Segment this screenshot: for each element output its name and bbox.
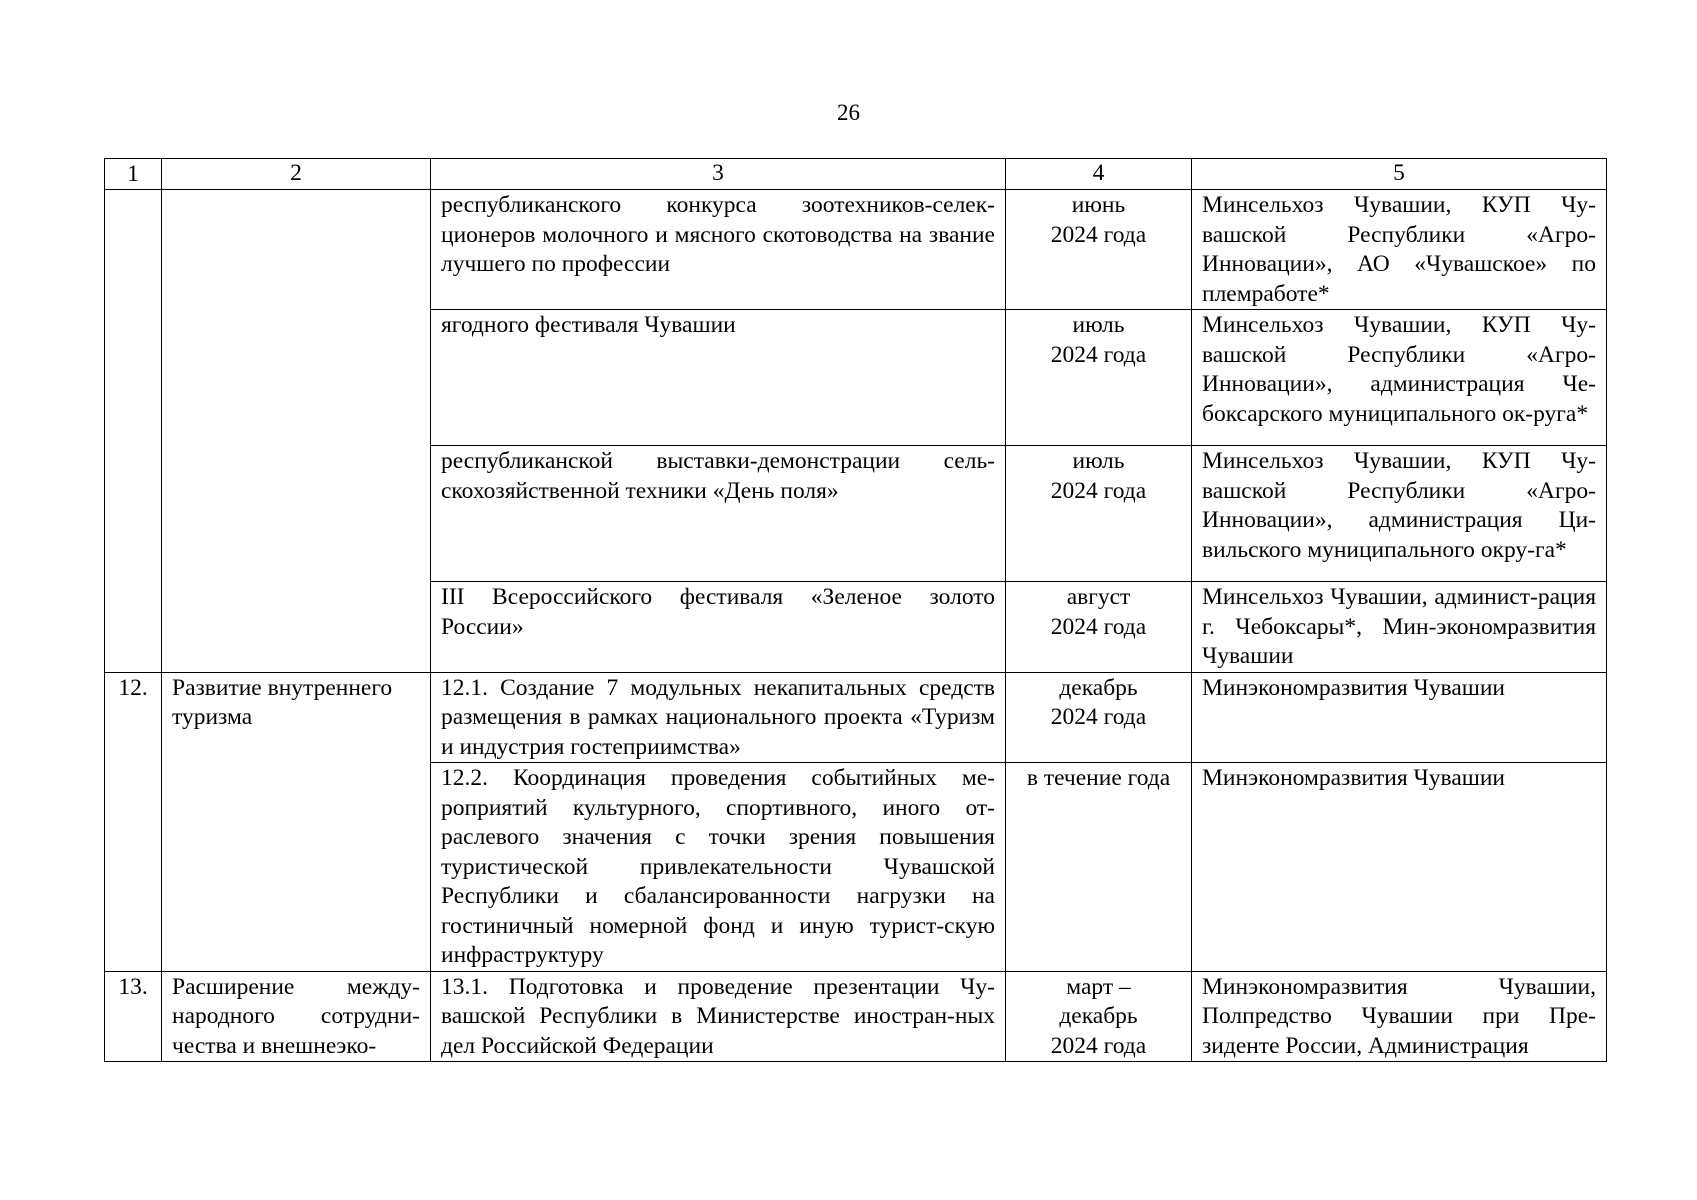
header-col-2: 2 bbox=[162, 159, 431, 190]
date-line: март – bbox=[1066, 973, 1131, 1000]
activity-cell: 12.2. Координация проведения событийных ме-роприятий культурного, спортивного, иного от-раслевого значения с точки зрения повышения туристической привлекательности Чувашской Республики и сбалансированности нагрузки на гостиничный номерной фонд и иную турист-скую инфраструктуру bbox=[431, 763, 1006, 972]
date-line: 2024 года bbox=[1050, 704, 1147, 730]
date-line: 2024 года bbox=[1050, 613, 1147, 640]
date-line: 2024 года bbox=[1050, 341, 1147, 368]
table-row bbox=[105, 672, 1607, 763]
section-number-cell: 12. bbox=[105, 672, 162, 971]
date-line: декабрь bbox=[1059, 674, 1138, 701]
responsible-cell: Минсельхоз Чувашии, КУП Чу-вашской Республики «Агро-Инновации», АО «Чувашское» по племработе* bbox=[1192, 190, 1607, 310]
responsible-cell: Минсельхоз Чувашии, КУП Чу-вашской Республики «Агро-Инновации», администрация Че-боксарского муниципального ок-руга* bbox=[1192, 310, 1607, 446]
table-row bbox=[105, 971, 1607, 1062]
responsible-cell: Минэкономразвития Чувашии, Полпредство Чувашии при Пре-зиденте России, Администрация bbox=[1192, 971, 1607, 1062]
section-title-cell: Расширение между-народного сотрудни-чества и внешнеэко- bbox=[162, 971, 431, 1062]
date-line: август bbox=[1066, 584, 1131, 610]
row-number-cell bbox=[105, 190, 162, 673]
activity-cell: ягодного фестиваля Чувашии bbox=[431, 310, 1006, 446]
date-line: июль bbox=[1072, 448, 1125, 474]
date-cell bbox=[1006, 763, 1192, 972]
date-line: 2024 года bbox=[1050, 1032, 1147, 1059]
date-cell bbox=[1006, 582, 1192, 673]
header-row bbox=[105, 159, 1607, 190]
table-row bbox=[105, 190, 1607, 310]
responsible-cell: Минсельхоз Чувашии, КУП Чу-вашской Республики «Агро-Инновации», администрация Ци-вильского муниципального окру-га* bbox=[1192, 446, 1607, 582]
date-cell bbox=[1006, 971, 1192, 1062]
header-col-5: 5 bbox=[1192, 159, 1607, 190]
date-cell bbox=[1006, 190, 1192, 310]
date-line: 2024 года bbox=[1050, 477, 1147, 504]
plan-table bbox=[104, 158, 1607, 1062]
row-title-cell bbox=[162, 190, 431, 673]
date-line: 2024 года bbox=[1050, 221, 1147, 248]
date-cell bbox=[1006, 672, 1192, 763]
activity-cell: 12.1. Создание 7 модульных некапитальных средств размещения в рамках национального проекта «Туризм и индустрия гостеприимства» bbox=[431, 672, 1006, 763]
activity-cell: республиканской выставки-демонстрации сель-скохозяйственной техники «День поля» bbox=[431, 446, 1006, 582]
responsible-cell: Минэкономразвития Чувашии bbox=[1192, 763, 1607, 972]
date-cell bbox=[1006, 446, 1192, 582]
date-cell bbox=[1006, 310, 1192, 446]
date-line: в течение года bbox=[1026, 765, 1171, 791]
responsible-cell: Минсельхоз Чувашии, админист-рация г. Чебоксары*, Мин-экономразвития Чувашии bbox=[1192, 582, 1607, 673]
activity-cell: III Всероссийского фестиваля «Зеленое золото России» bbox=[431, 582, 1006, 673]
date-line: декабрь bbox=[1059, 1003, 1138, 1029]
section-title-cell: Развитие внутреннего туризма bbox=[162, 672, 431, 971]
header-col-1: 1 bbox=[105, 159, 162, 190]
date-line: июль bbox=[1072, 312, 1125, 338]
activity-cell: 13.1. Подготовка и проведение презентации Чу-вашской Республики в Министерстве иностран-ных дел Российской Федерации bbox=[431, 971, 1006, 1062]
header-col-4: 4 bbox=[1006, 159, 1192, 190]
page-number: 26 bbox=[837, 100, 860, 125]
activity-cell: республиканского конкурса зоотехников-селек-ционеров молочного и мясного скотоводства на звание лучшего по профессии bbox=[431, 190, 1006, 310]
date-line: июнь bbox=[1071, 192, 1126, 218]
responsible-cell: Минэкономразвития Чувашии bbox=[1192, 672, 1607, 763]
header-col-3: 3 bbox=[431, 159, 1006, 190]
section-number-cell: 13. bbox=[105, 971, 162, 1062]
